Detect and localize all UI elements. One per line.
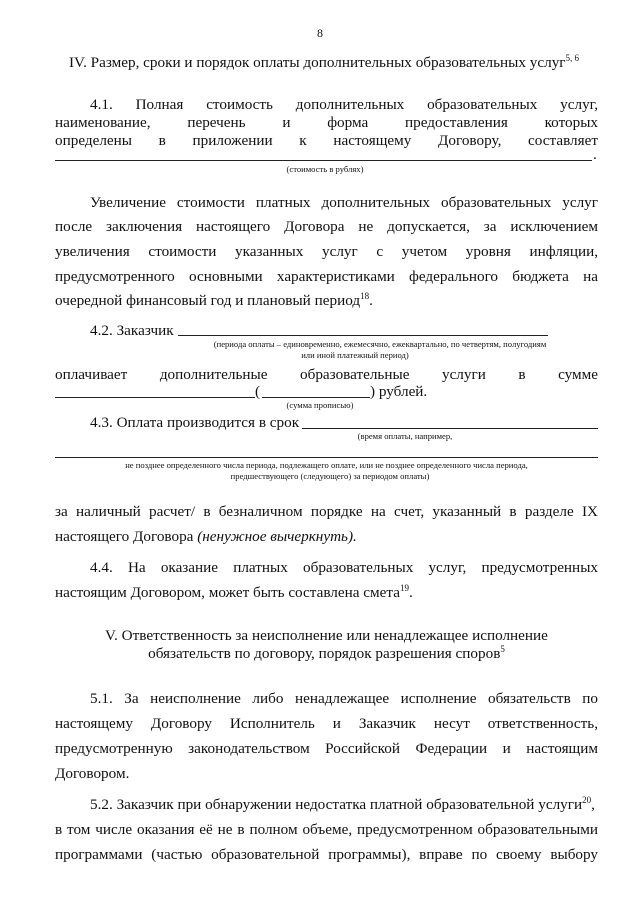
paragraph-5-2-line-2: в том числе оказания её не в полном объеме, предусмотренном образовательными [55, 821, 598, 838]
payment-period-blank-line[interactable] [178, 335, 548, 336]
paragraph-4-1-line-3: определены в приложении к настоящему Договору, составляет [55, 132, 598, 149]
increase-line-5-text: очередной финансовый год и плановый период [55, 292, 361, 309]
increase-footnote: 18 [360, 291, 370, 301]
section-5-heading-footnote: 5 [500, 644, 505, 654]
payment-time-caption-line-2: не позднее определенного числа периода, подлежащего оплате, или не позднее определенного числа периода, [125, 460, 528, 470]
section-5-heading-text: обязательств по договору, порядок разрешения споров [148, 645, 501, 662]
cash-line-2 [55, 528, 357, 546]
sum-digits-blank-line[interactable] [55, 397, 255, 398]
cost-caption: (стоимость в рублях) [286, 164, 364, 174]
paragraph-4-4-line-1: 4.4. На оказание платных образовательных услуг, предусмотренных [90, 559, 598, 576]
cost-blank-line[interactable] [55, 160, 592, 161]
sum-open-paren: ( [255, 383, 261, 400]
cash-line-2-note: (ненужное вычеркнуть). [197, 528, 357, 545]
paragraph-4-4-line-2 [55, 584, 413, 602]
sum-words-blank-line[interactable] [262, 397, 370, 398]
payment-period-caption-line-1: (периода оплаты – единовременно, ежемесячно, ежеквартально, по четвертям, полугодиям [213, 339, 547, 349]
section-4-heading-text: IV. Размер, сроки и порядок оплаты дополнительных образовательных услуг [69, 54, 566, 71]
section-5-heading-line-1: V. Ответственность за неисполнение или ненадлежащее исполнение [105, 627, 548, 644]
paragraph-5-1-line-2: настоящему Договору Исполнитель и Заказчик несут ответственность, [55, 715, 598, 732]
sum-caption: (сумма прописью) [286, 400, 354, 410]
paragraph-5-1-line-4: Договором. [55, 765, 130, 782]
paragraph-5-2-text: 5.2. Заказчик при обнаружении недостатка платной образовательной услуги [90, 796, 583, 813]
paragraph-5-2-line-3: программами (частью образовательной программы), вправе по своему выбору [55, 846, 598, 863]
payment-time-blank-line[interactable] [302, 428, 598, 429]
increase-line-3: увеличения стоимости указанных услуг с учетом уровня инфляции, [55, 243, 598, 260]
pays-line-1: оплачивает дополнительные образовательные услуги в сумме [55, 366, 598, 383]
paragraph-4-2-label: 4.2. Заказчик [90, 322, 174, 339]
paragraph-4-4-end: . [408, 584, 413, 601]
increase-line-2: после заключения настоящего Договора не допускается, за исключением [55, 218, 598, 235]
paragraph-4-1-end: . [593, 146, 597, 163]
payment-time-caption-line-3: предшествующего (следующего) за периодом оплаты) [230, 471, 430, 481]
increase-line-5 [55, 292, 373, 310]
paragraph-4-3-label: 4.3. Оплата производится в срок [90, 414, 300, 431]
paragraph-5-2-line-1 [90, 796, 595, 814]
sum-rubles: ) рублей. [370, 383, 428, 400]
cash-line-1: за наличный расчет/ в безналичном порядке на счет, указанный в разделе IX [55, 503, 598, 520]
paragraph-4-1-line-1: 4.1. Полная стоимость дополнительных образовательных услуг, [90, 96, 598, 113]
paragraph-5-1-line-3: предусмотренную законодательством Российской Федерации и настоящим [55, 740, 598, 757]
increase-line-5-end: . [369, 292, 373, 309]
increase-line-4: предусмотренного основными характеристиками федерального бюджета на [55, 268, 598, 285]
section-5-heading-line-2 [55, 645, 598, 663]
paragraph-4-1-line-2: наименование, перечень и форма предоставления которых [55, 114, 598, 131]
payment-time-caption-line-1: (время оплаты, например, [357, 431, 453, 441]
paragraph-5-1-line-1: 5.1. За неисполнение либо ненадлежащее исполнение обязательств по [90, 690, 598, 707]
page-number: 8 [317, 26, 323, 40]
section-4-heading-footnote: 5, 6 [565, 53, 580, 63]
cash-line-2-text: настоящего Договора [55, 528, 194, 545]
section-4-heading [69, 54, 579, 72]
paragraph-5-2-end: , [591, 796, 595, 813]
paragraph-5-2-footnote: 20 [582, 795, 592, 805]
paragraph-4-4-footnote: 19 [399, 583, 409, 593]
increase-line-1: Увеличение стоимости платных дополнительных образовательных услуг [90, 194, 598, 211]
payment-time-blank-line-2[interactable] [55, 457, 598, 458]
paragraph-4-4-text: настоящим Договором, может быть составлена смета [55, 584, 400, 601]
payment-period-caption-line-2: или иной платежный период) [301, 350, 409, 360]
